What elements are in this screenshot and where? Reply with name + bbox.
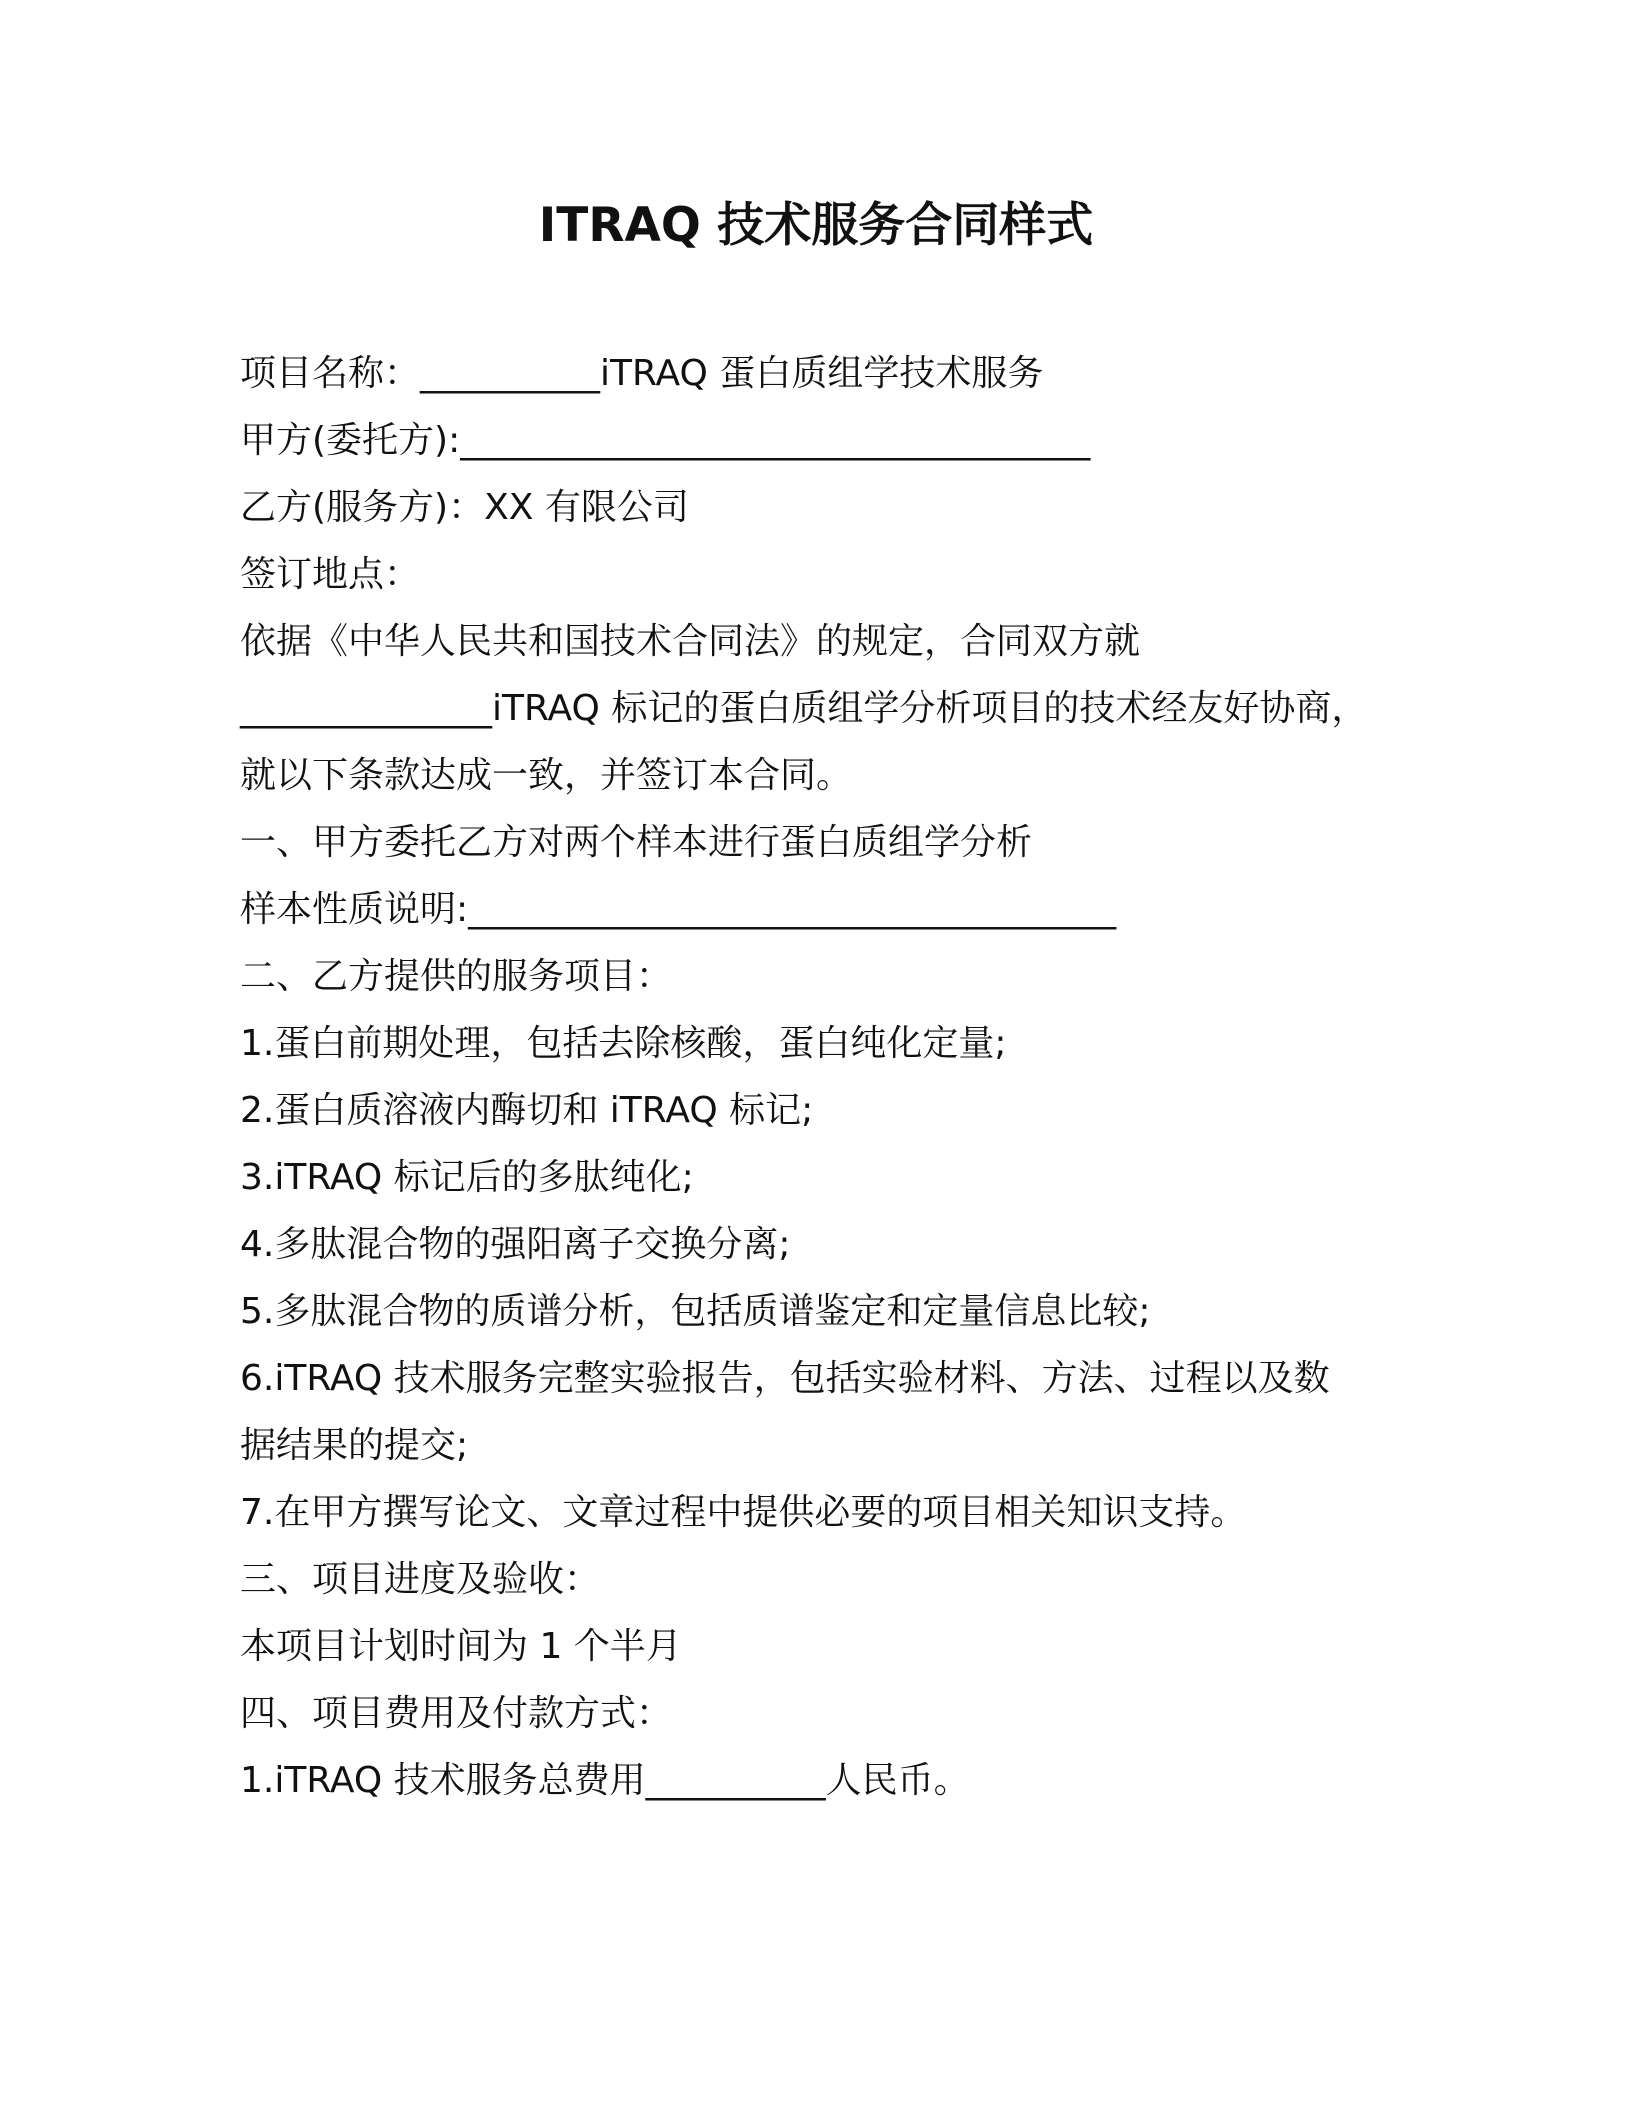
document-title: ITRAQ 技术服务合同样式	[538, 198, 1094, 253]
service-item-1: 1.蛋白前期处理，包括去除核酸，蛋白纯化定量;	[240, 1023, 1007, 1064]
service-item-4: 4.多肽混合物的强阳离子交换分离;	[240, 1224, 791, 1265]
basis-line-1: 依据《中华人民共和国技术合同法》的规定，合同双方就	[240, 621, 1141, 662]
fee-line: 1.iTRAQ 技术服务总费用__________人民币。	[240, 1760, 970, 1801]
party-a-line: 甲方(委托方):___________________________________	[240, 420, 1091, 461]
section-3-heading: 三、项目进度及验收：	[240, 1559, 601, 1600]
service-item-3: 3.iTRAQ 标记后的多肽纯化;	[240, 1157, 694, 1198]
service-item-5: 5.多肽混合物的质谱分析，包括质谱鉴定和定量信息比较;	[240, 1291, 1151, 1332]
section-1-heading: 一、甲方委托乙方对两个样本进行蛋白质组学分析	[240, 822, 1033, 863]
project-name-line: 项目名称：__________iTRAQ 蛋白质组学技术服务	[240, 353, 1044, 394]
basis-line-2: ______________iTRAQ 标记的蛋白质组学分析项目的技术经友好协商，	[240, 688, 1368, 729]
schedule-line: 本项目计划时间为 1 个半月	[240, 1626, 682, 1667]
service-item-7: 7.在甲方撰写论文、文章过程中提供必要的项目相关知识支持。	[240, 1492, 1247, 1533]
signing-place-line: 签订地点：	[240, 554, 421, 595]
section-4-heading: 四、项目费用及付款方式：	[240, 1693, 673, 1734]
service-item-6-continued: 据结果的提交;	[240, 1425, 469, 1466]
service-item-2: 2.蛋白质溶液内酶切和 iTRAQ 标记;	[240, 1090, 814, 1131]
basis-line-3: 就以下条款达成一致，并签订本合同。	[240, 755, 853, 796]
service-item-6: 6.iTRAQ 技术服务完整实验报告，包括实验材料、方法、过程以及数	[240, 1358, 1330, 1399]
party-b-line: 乙方(服务方)：XX 有限公司	[240, 487, 689, 528]
contract-body	[240, 340, 1410, 1814]
section-2-heading: 二、乙方提供的服务项目：	[240, 956, 673, 997]
sample-description-line: 样本性质说明:____________________________________	[240, 889, 1117, 930]
